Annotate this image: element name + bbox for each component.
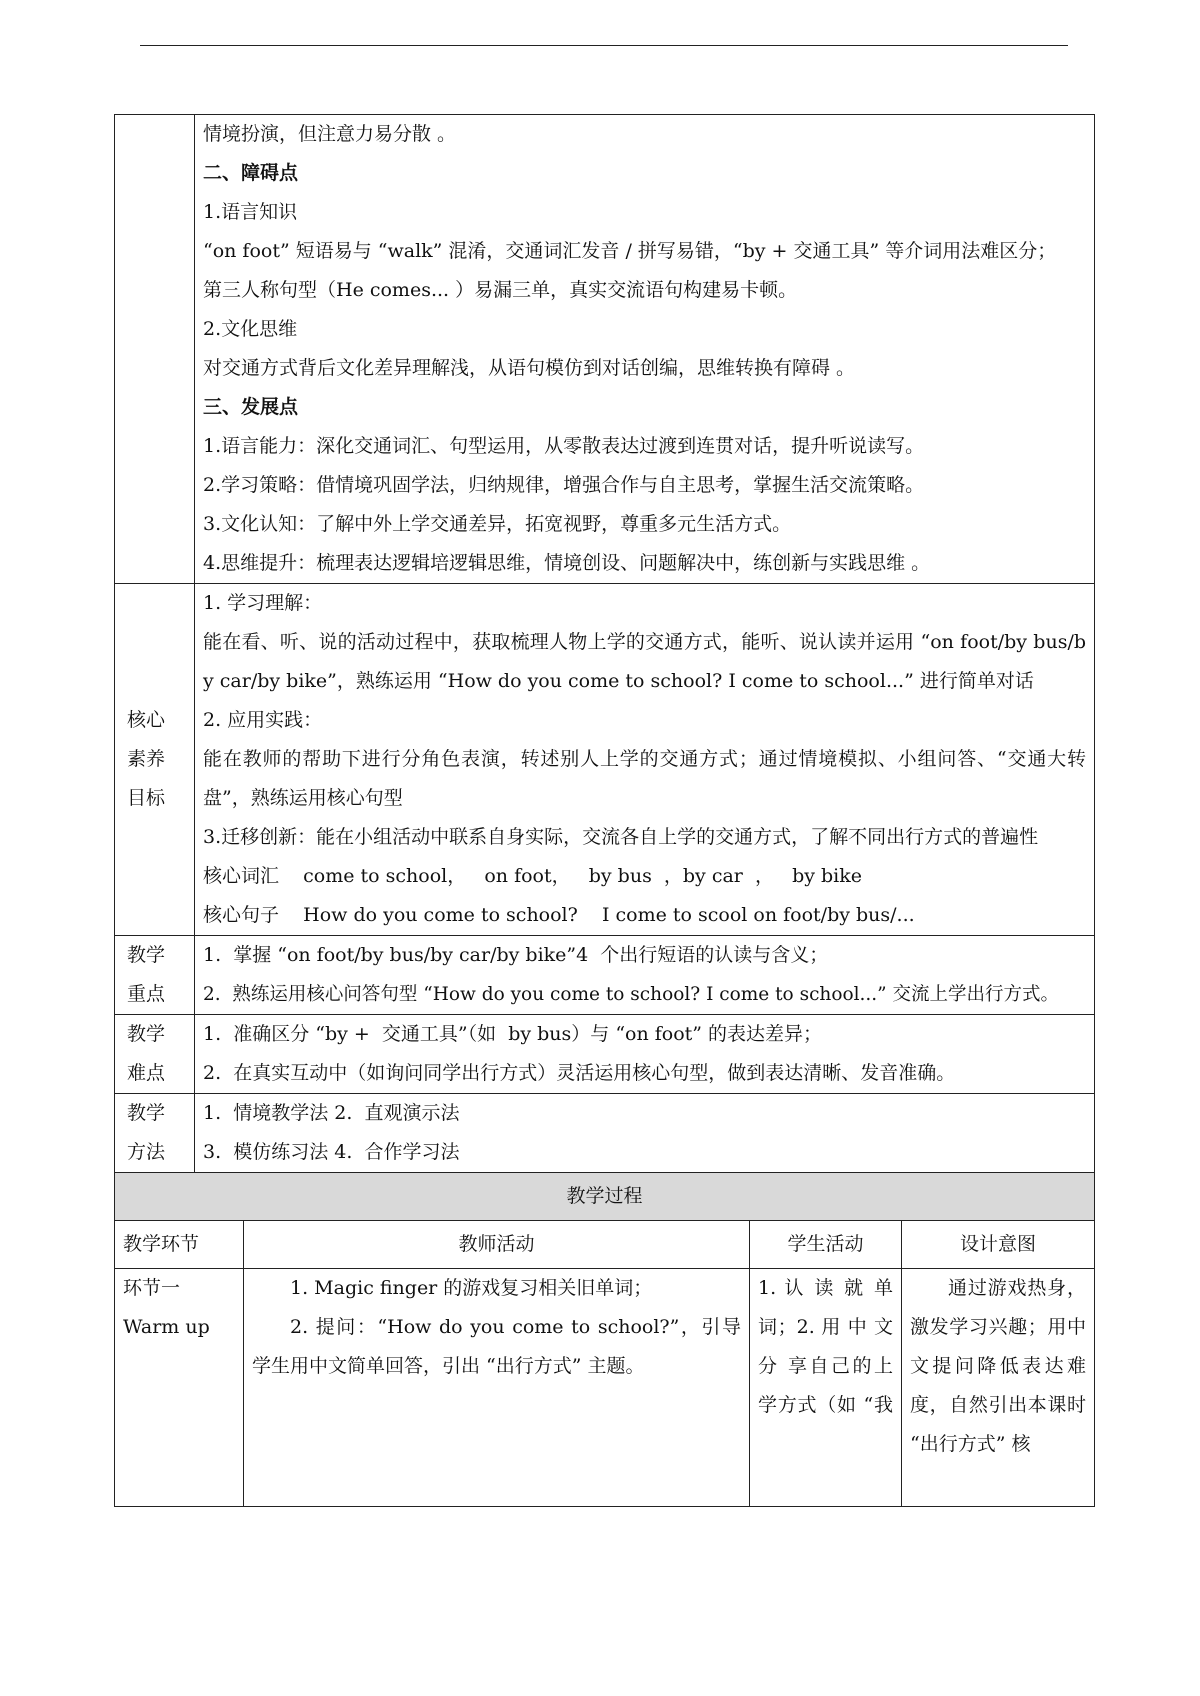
analysis-line: “on foot” 短语易与 “walk” 混淆，交通词汇发音 / 拼写易错，“by + 交通工具” 等介词用法难区分；: [203, 240, 1057, 262]
core-goals-row: [115, 584, 1095, 936]
analysis-line: 1.语言能力：深化交通词汇、句型运用，从零散表达过渡到连贯对话，提升听说读写。: [203, 435, 925, 457]
process-title-row: [115, 1173, 1095, 1221]
methods-label: 教学 方法: [115, 1094, 195, 1173]
core-goals-label: 核心 素养 目标: [115, 584, 195, 936]
analysis-line: 第三人称句型（He comes... ）易漏三单，真实交流语句构建易卡顿。: [203, 279, 798, 301]
student-activity-text: 1. 认 读 就 单 词；2. 用 中 文 分 享自己的上学方式（如 “我: [758, 1277, 893, 1416]
analysis-content-cell: [195, 115, 1095, 584]
method-line: 1. 情境教学法 2. 直观演示法: [203, 1102, 460, 1124]
methods-row: [115, 1094, 1095, 1173]
header-teacher-activity: 教师活动: [244, 1221, 750, 1269]
analysis-row: [115, 115, 1095, 584]
process-header-row: [115, 1221, 1095, 1269]
goal-line: 2. 应用实践：: [203, 709, 323, 731]
development-heading: 三、发展点: [203, 396, 299, 418]
difficult-points-row: [115, 1015, 1095, 1094]
key-points-content: [195, 936, 1095, 1015]
header-student-activity: 学生活动: [750, 1221, 902, 1269]
header-design-intent: 设计意图: [902, 1221, 1095, 1269]
goal-line: 1. 学习理解：: [203, 592, 323, 614]
analysis-line: 3.文化认知：了解中外上学交通差异，拓宽视野，尊重多元生活方式。: [203, 513, 792, 535]
difficult-points-label: 教学 难点: [115, 1015, 195, 1094]
analysis-label-cell: [115, 115, 195, 584]
analysis-line: 对交通方式背后文化差异理解浅，从语句模仿到对话创编，思维转换有障碍 。: [203, 357, 856, 379]
process-title: 教学过程: [115, 1173, 1095, 1221]
methods-content: [195, 1094, 1095, 1173]
analysis-line: 情境扮演，但注意力易分散 。: [203, 123, 457, 145]
header-stage: 教学环节: [115, 1221, 244, 1269]
key-points-row: [115, 936, 1095, 1015]
lesson-plan-table: [114, 114, 1095, 1507]
core-goals-content: [195, 584, 1095, 936]
obstacles-heading: 二、障碍点: [203, 162, 299, 184]
analysis-line: 4.思维提升：梳理表达逻辑培逻辑思维，情境创设、问题解决中，练创新与实践思维 。: [203, 552, 931, 574]
design-intent-cell: [902, 1269, 1095, 1507]
key-point-line: 2. 熟练运用核心问答句型 “How do you come to school? I come to school...” 交流上学出行方式。: [203, 984, 1060, 1005]
analysis-line: 2.文化思维: [203, 318, 298, 340]
header-rule: [140, 45, 1068, 46]
goal-line: 能在教师的帮助下进行分角色表演，转述别人上学的交通方式；通过情境模拟、小组问答、“交通大转盘”，熟练运用核心句型: [203, 748, 1087, 809]
difficult-point-line: 1. 准确区分 “by + 交通工具”（如 by bus）与 “on foot” 的表达差异；: [203, 1023, 823, 1045]
teacher-step: 2. 提问：“How do you come to school?”，引导学生用中文简单回答，引出 “出行方式” 主题。: [252, 1316, 741, 1377]
difficult-points-content: [195, 1015, 1095, 1094]
key-point-line: 1. 掌握 “on foot/by bus/by car/by bike”4 个出行短语的认读与含义；: [203, 944, 829, 966]
key-points-label: 教学 重点: [115, 936, 195, 1015]
analysis-line: 2.学习策略：借情境巩固学法，归纳规律，增强合作与自主思考，掌握生活交流策略。: [203, 474, 925, 496]
stage-cell: 环节一 Warm up: [115, 1269, 244, 1507]
core-sentence-line: 核心句子 How do you come to school? I come to scool on foot/by bus/...: [203, 904, 915, 926]
student-activity-cell: [750, 1269, 902, 1507]
goal-line: 3.迁移创新：能在小组活动中联系自身实际，交流各自上学的交通方式，了解不同出行方式的普遍性: [203, 826, 1039, 848]
goal-line: 能在看、听、说的活动过程中，获取梳理人物上学的交通方式，能听、说认读并运用 “on foot/by bus/by car/by bike”，熟练运用 “How do you come to school? I come to school...” 进行简单对话: [203, 631, 1087, 692]
process-row: [115, 1269, 1095, 1507]
difficult-point-line: 2. 在真实互动中（如询问同学出行方式）灵活运用核心句型，做到表达清晰、发音准确。: [203, 1062, 956, 1084]
teacher-activity-cell: [244, 1269, 750, 1507]
core-vocabulary-line: 核心词汇 come to school， on foot， by bus ，by car ， by bike: [203, 865, 863, 887]
analysis-line: 1.语言知识: [203, 201, 298, 223]
method-line: 3. 模仿练习法 4. 合作学习法: [203, 1141, 460, 1163]
design-intent-text: 通过游戏热身，激发学习兴趣；用中文提问降低表达难度，自然引出本课时 “出行方式” 核: [910, 1277, 1087, 1455]
teacher-step: 1. Magic finger 的游戏复习相关旧单词；: [290, 1277, 653, 1299]
